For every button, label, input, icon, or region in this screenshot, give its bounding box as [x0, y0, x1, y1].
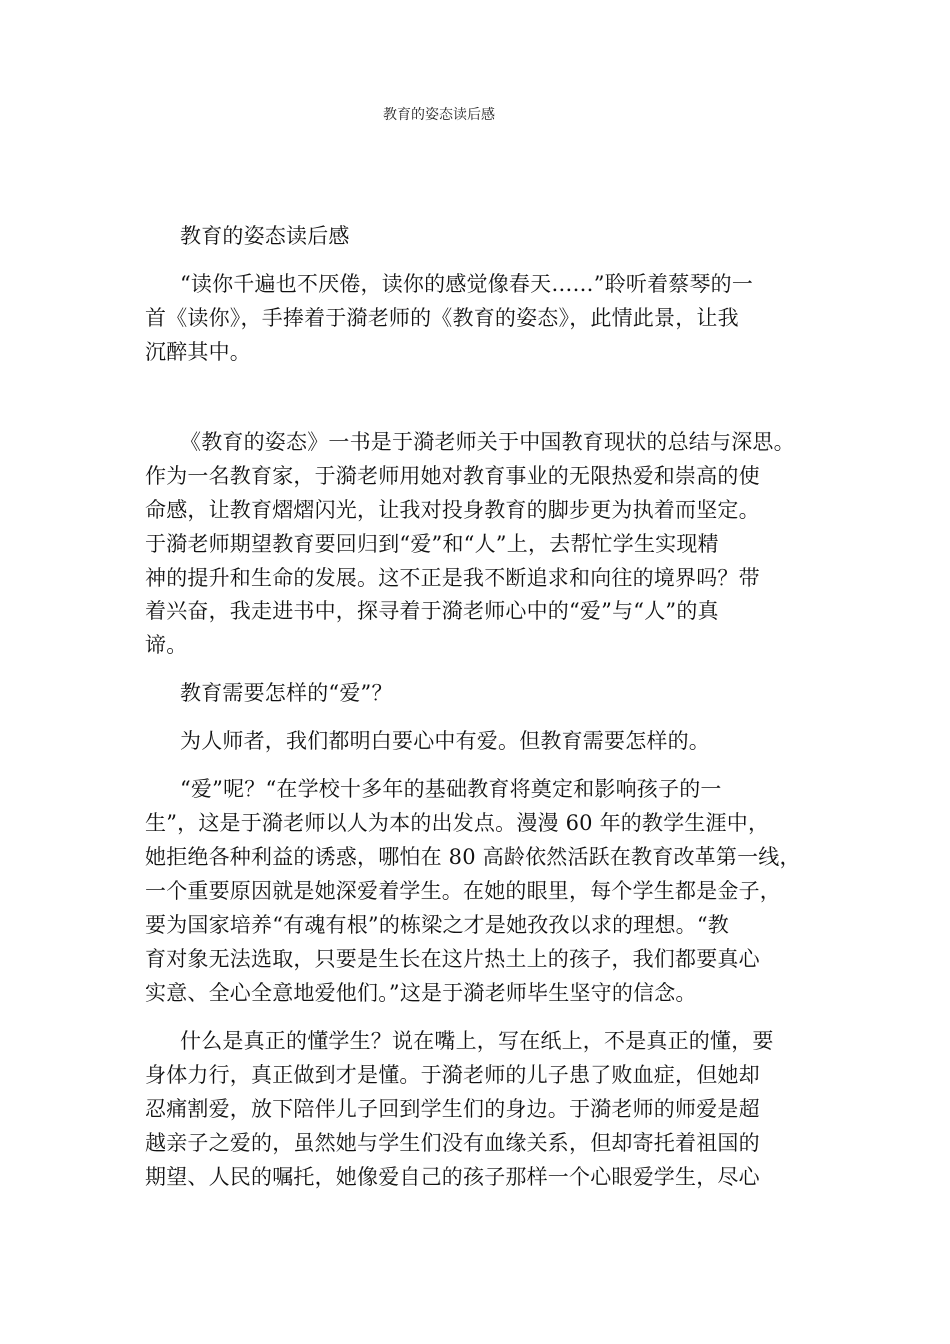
text-line: “爱”呢？“在学校十多年的基础教育将奠定和影响孩子的一 — [180, 777, 722, 801]
section-heading: 教育需要怎样的“爱”？ — [180, 681, 393, 705]
text-line: 身体力行，真正做到才是懂。于漪老师的儿子患了败血症，但她却 — [145, 1063, 760, 1087]
text-line: “读你千遍也不厌倦，读你的感觉像春天……”聆听着蔡琴的一 — [180, 272, 754, 296]
text-line: 要为国家培养“有魂有根”的栋梁之才是她孜孜以求的理想。“教 — [145, 913, 730, 937]
text-line: 首《读你》，手捧着于漪老师的《教育的姿态》，此情此景，让我 — [145, 306, 739, 330]
text-line: 生”，这是于漪老师以人为本的出发点。漫漫 60 年的教学生涯中， — [145, 811, 770, 835]
text-line: 《教育的姿态》一书是于漪老师关于中国教育现状的总结与深思。 — [180, 430, 795, 454]
text-line: 沉醉其中。 — [145, 340, 251, 364]
text-line: 谛。 — [145, 633, 188, 657]
text-line: 期望、人民的嘱托，她像爱自己的孩子那样一个心眼爱学生，尽心 — [145, 1165, 760, 1189]
document-title: 教育的姿态读后感 — [180, 224, 350, 248]
text-line: 什么是真正的懂学生？说在嘴上，写在纸上，不是真正的懂，要 — [180, 1029, 774, 1053]
text-line: 于漪老师期望教育要回归到“爱”和“人”上，去帮忙学生实现精 — [145, 532, 719, 556]
text-line: 为人师者，我们都明白要心中有爱。但教育需要怎样的。 — [180, 729, 710, 753]
text-line: 实意、全心全意地爱他们。”这是于漪老师毕生坚守的信念。 — [145, 981, 697, 1005]
text-line: 她拒绝各种利益的诱惑，哪怕在 80 高龄依然活跃在教育改革第一线， — [145, 845, 801, 869]
text-line: 着兴奋，我走进书中，探寻着于漪老师心中的“爱”与“人”的真 — [145, 599, 719, 623]
text-line: 一个重要原因就是她深爱着学生。在她的眼里，每个学生都是金子， — [145, 879, 781, 903]
text-line: 育对象无法选取，只要是生长在这片热土上的孩子，我们都要真心 — [145, 947, 760, 971]
running-header: 教育的姿态读后感 — [383, 107, 495, 123]
text-line: 忍痛割爱，放下陪伴儿子回到学生们的身边。于漪老师的师爱是超 — [145, 1097, 760, 1121]
text-line: 越亲子之爱的，虽然她与学生们没有血缘关系，但却寄托着祖国的 — [145, 1131, 760, 1155]
text-line: 命感，让教育熠熠闪光，让我对投身教育的脚步更为执着而坚定。 — [145, 498, 760, 522]
text-line: 作为一名教育家，于漪老师用她对教育事业的无限热爱和崇高的使 — [145, 464, 760, 488]
text-line: 神的提升和生命的发展。这不正是我不断追求和向往的境界吗？带 — [145, 566, 760, 590]
